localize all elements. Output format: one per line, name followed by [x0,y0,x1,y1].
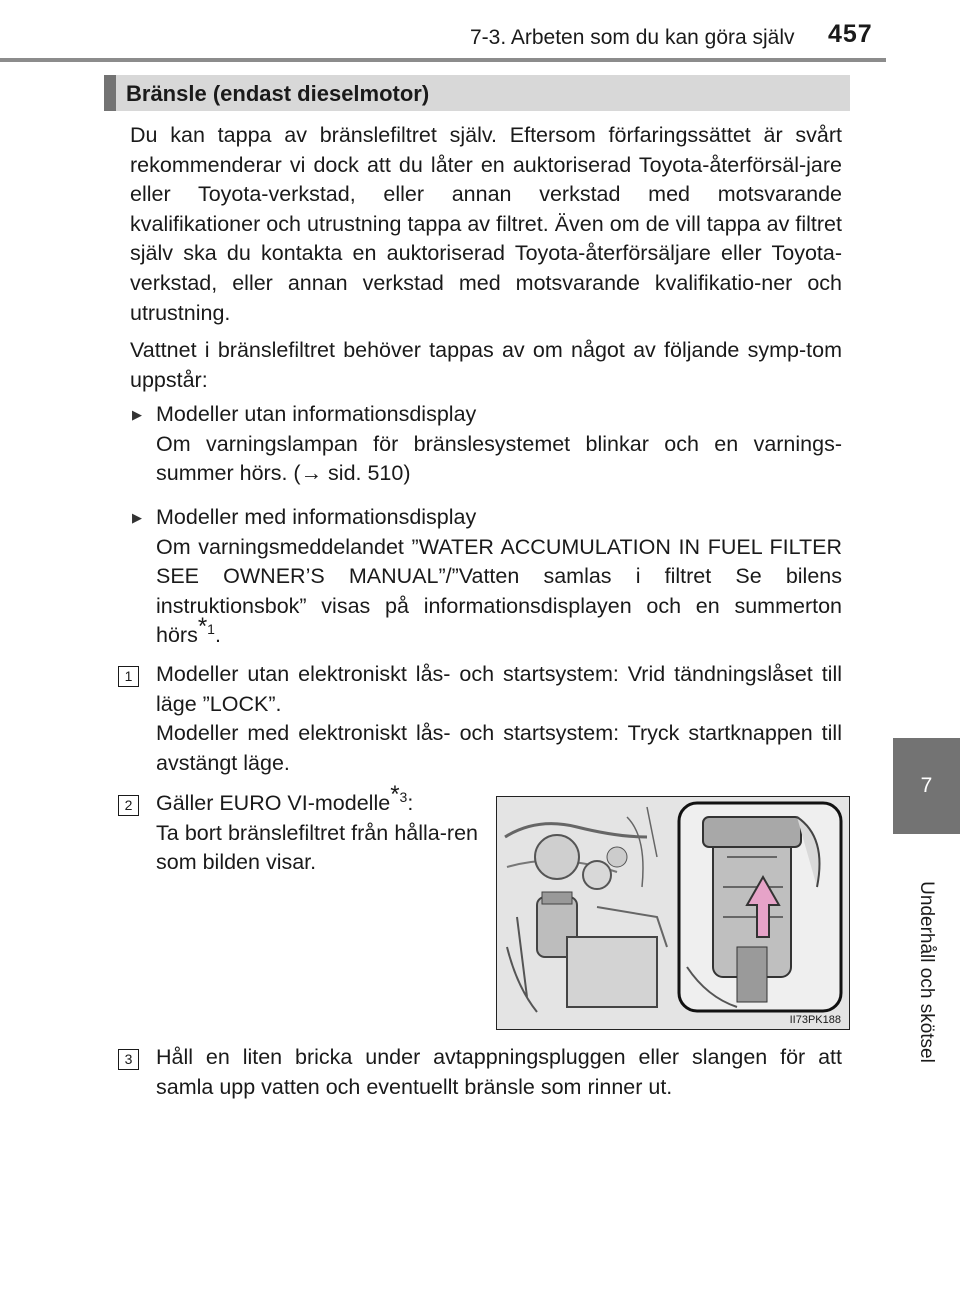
bullet-suffix: . [214,623,221,648]
chapter-tab[interactable]: 7 [893,738,960,834]
step-number-badge: 2 [118,795,139,816]
bullet-item-no-display [156,400,842,489]
step-2-line-1 [156,781,478,819]
header-rule [0,58,886,62]
fuel-filter-illustration [496,796,850,1030]
footnote-number: 1 [207,621,215,638]
footnote-star: * [390,781,400,808]
step-1-text [156,660,842,778]
step-2-line-1-text: Gäller EURO VI-modelle [156,791,391,815]
footnote-star: * [197,613,208,641]
bullet-text: Om varningslampan för bränslesystemet blinkar och en varnings-summer hörs. ( [156,431,842,486]
step-2-line-1-suffix: : [407,791,414,815]
step-1-line-1: Modeller utan elektroniskt lås- och startsystem: Vrid tändningslåset till läge ”LOCK”. [156,662,842,716]
section-heading-accent [104,75,116,111]
section-heading-bar [104,75,850,111]
step-2-line-2: Ta bort bränslefiltret från hålla-ren som bilden visar. [156,820,478,875]
engine-bay-drawing [497,797,849,1029]
chapter-label-text: Underhåll och skötsel [916,881,937,1063]
bullet-item-with-display [156,503,842,651]
symptoms-intro-paragraph: Vattnet i bränslefiltret behöver tappas av om något av följande symp-tom uppstår: [130,338,842,392]
bullet-text: Om varningsmeddelandet ”WATER ACCUMULATION IN FUEL FILTER SEE OWNER’S MANUAL”/”Vatten samlas i filtret Se bilens instruktionsbok” visas på informationsdisplayen och en summerton hörs [156,534,842,648]
chapter-label [898,842,954,1102]
footnote-number: 3 [399,789,408,805]
intro-paragraph: Du kan tappa av bränslefiltret själv. Eftersom förfaringssättet är svårt rekommenderar vi dock att du låter en auktoriserad Toyota-återförsäl-jare eller Toyota-verkstad, eller annan verkstad med motsvarande kvalifikationer och utrustning tappa av filtret. Även om de vill tappa av filtret själv ska du kontakta en auktoriserad Toyota-återförsäljare eller Toyota-verkstad, eller annan verkstad med motsvarande kvalifikatio-ner och utrustning. [130,123,842,325]
page-reference-arrow-icon: → [300,461,323,486]
bullet-triangle-icon: ▶ [132,510,142,525]
figure-code: II73PK188 [789,1014,841,1026]
page-number: 457 [828,20,873,48]
page-reference-link[interactable]: sid. 510) [322,461,411,486]
step-3-text: Håll en liten bricka under avtappningspluggen eller slangen för att samla upp vatten och eventuellt bränsle som rinner ut. [156,1045,842,1099]
step-2-text [156,781,478,878]
bullet-heading: Modeller med informationsdisplay [156,505,477,529]
step-number-badge: 1 [118,666,139,687]
step-1-line-2: Modeller med elektroniskt lås- och startsystem: Tryck startknappen till avstängt läge. [156,721,842,775]
section-title: Bränsle (endast dieselmotor) [126,81,430,106]
bullet-triangle-icon: ▶ [132,407,142,422]
running-header: 7-3. Arbeten som du kan göra själv [470,26,795,49]
step-number-badge: 3 [118,1049,139,1070]
bullet-heading: Modeller utan informationsdisplay [156,402,477,426]
